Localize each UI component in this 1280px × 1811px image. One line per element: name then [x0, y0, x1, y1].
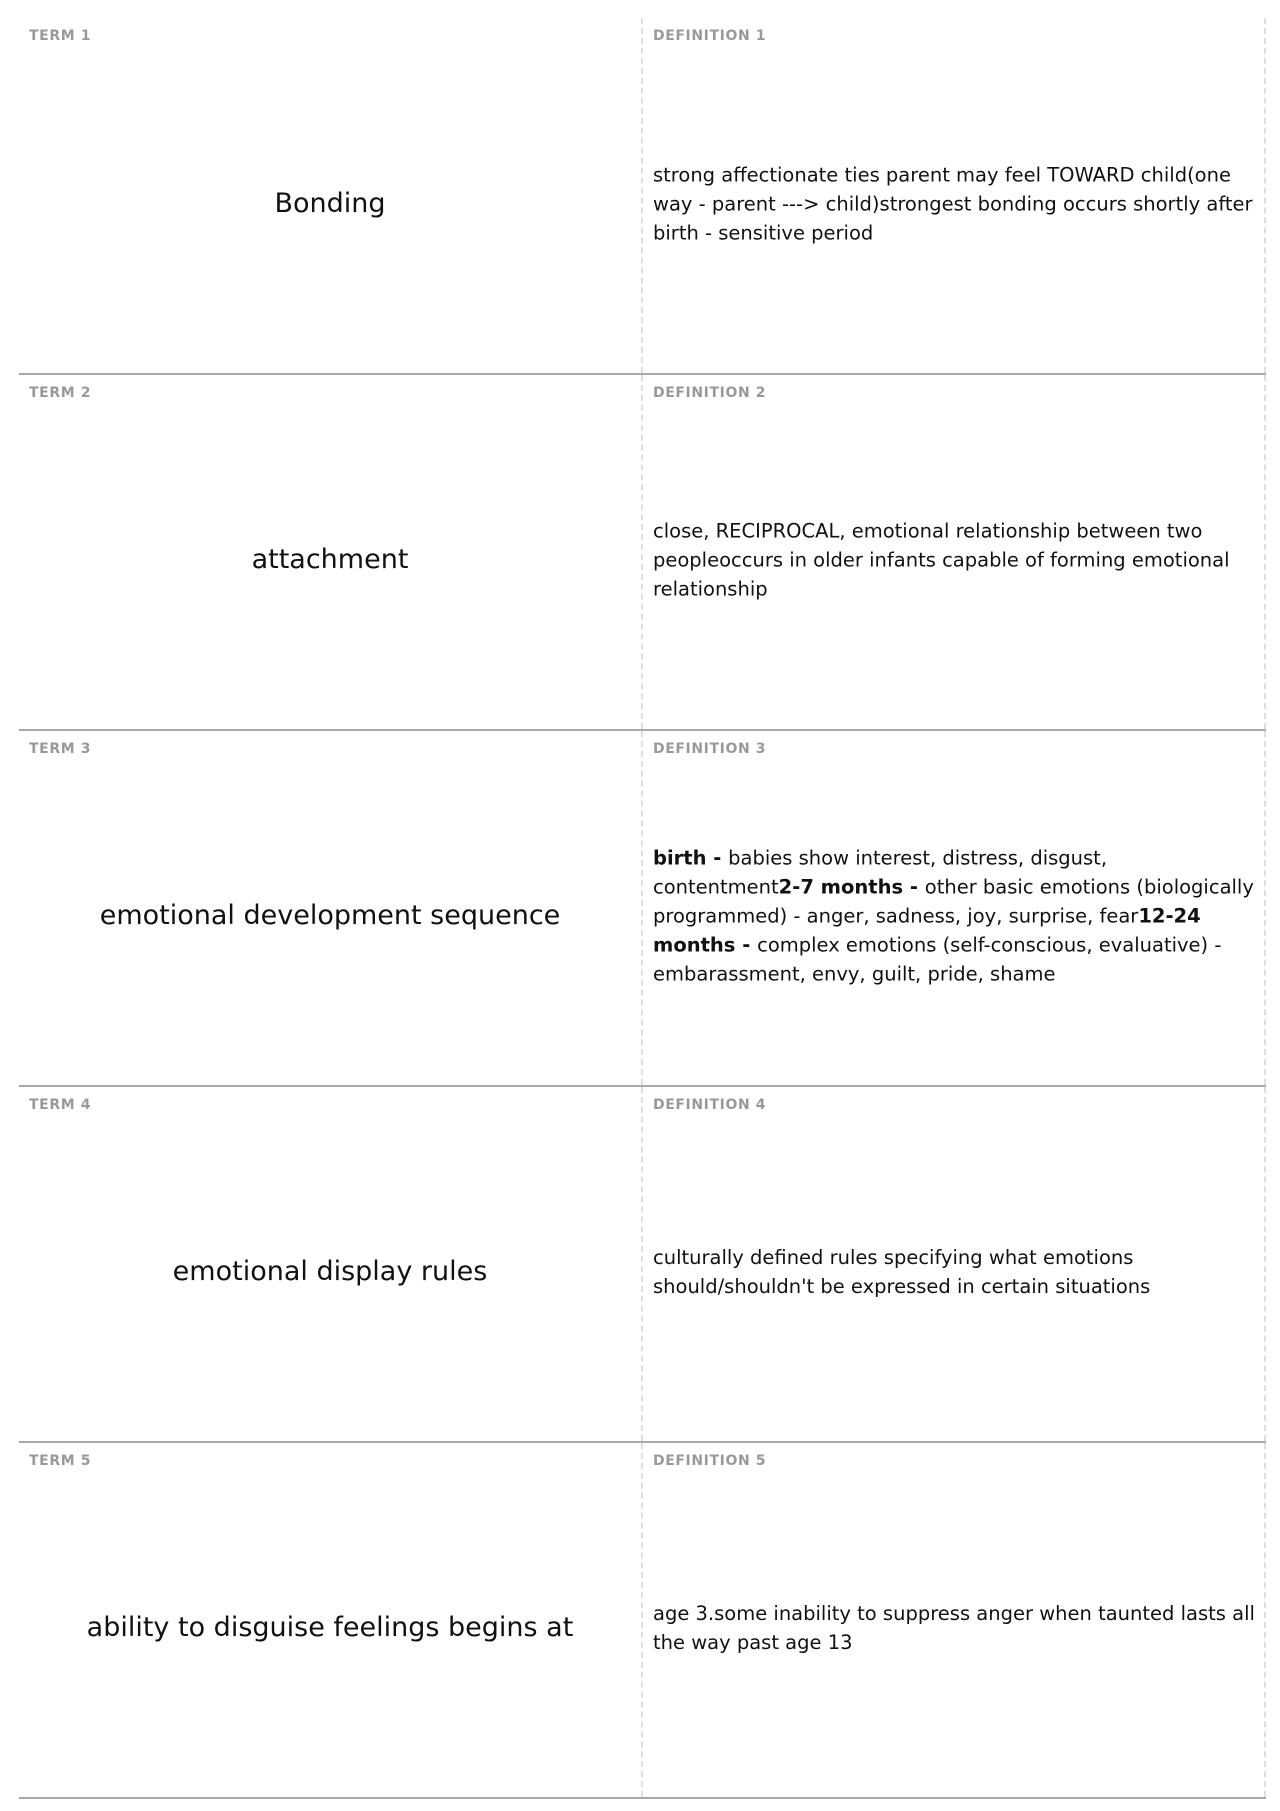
flashcard-row: [19, 18, 1266, 375]
definition-cell: [643, 18, 1266, 373]
flashcard-sheet: [19, 18, 1266, 1799]
definition-label: DEFINITION 5: [653, 1453, 767, 1469]
definition-segment: close, RECIPROCAL, emotional relationship between two peopleoccurs in older infants capable of forming emotional relationship: [653, 519, 1230, 601]
definition-segment: strong affectionate ties parent may feel TOWARD child(one way - parent ---> child)strongest bonding occurs shortly after birth - sensitive period: [653, 163, 1253, 244]
definition-label: DEFINITION 1: [653, 28, 767, 44]
definition-cell: [643, 375, 1266, 729]
term-text: attachment: [251, 544, 409, 575]
flashcard-row: [19, 731, 1266, 1087]
term-cell: [19, 18, 643, 373]
flashcard-row: [19, 1087, 1266, 1443]
definition-label: DEFINITION 2: [653, 385, 767, 401]
definition-text: [653, 844, 1256, 989]
definition-label: DEFINITION 4: [653, 1097, 767, 1113]
definition-text: [653, 1599, 1256, 1657]
definition-text: [653, 160, 1256, 247]
term-label: TERM 3: [29, 741, 92, 757]
term-label: TERM 1: [29, 28, 92, 44]
term-text: emotional development sequence: [99, 900, 561, 931]
definition-segment: culturally defined rules specifying what emotions should/shouldn't be expressed in certain situations: [653, 1246, 1151, 1298]
definition-segment: babies show interest, distress, disgust, contentment: [653, 846, 1108, 899]
definition-bold-segment: birth -: [653, 846, 729, 870]
term-text: ability to disguise feelings begins at: [86, 1612, 574, 1643]
term-label: TERM 5: [29, 1453, 92, 1469]
definition-cell: [643, 731, 1266, 1085]
definition-bold-segment: 12-24 months -: [653, 904, 1201, 957]
term-text: emotional display rules: [172, 1256, 488, 1287]
term-cell: [19, 1443, 643, 1797]
definition-bold-segment: 2-7 months -: [778, 875, 925, 899]
definition-segment: complex emotions (self-conscious, evaluative) - embarassment, envy, guilt, pride, shame: [653, 933, 1222, 986]
definition-cell: [643, 1087, 1266, 1441]
definition-segment: other basic emotions (biologically programmed) - anger, sadness, joy, surprise, fear: [653, 875, 1254, 928]
term-label: TERM 4: [29, 1097, 92, 1113]
definition-text: [653, 517, 1256, 604]
term-cell: [19, 731, 643, 1085]
flashcard-row: [19, 375, 1266, 731]
definition-cell: [643, 1443, 1266, 1797]
term-cell: [19, 375, 643, 729]
definition-text: [653, 1243, 1256, 1301]
definition-segment: age 3.some inability to suppress anger when taunted lasts all the way past age 13: [653, 1602, 1255, 1654]
term-cell: [19, 1087, 643, 1441]
definition-label: DEFINITION 3: [653, 741, 767, 757]
term-text: Bonding: [274, 187, 386, 219]
flashcard-row: [19, 1443, 1266, 1799]
term-label: TERM 2: [29, 385, 92, 401]
